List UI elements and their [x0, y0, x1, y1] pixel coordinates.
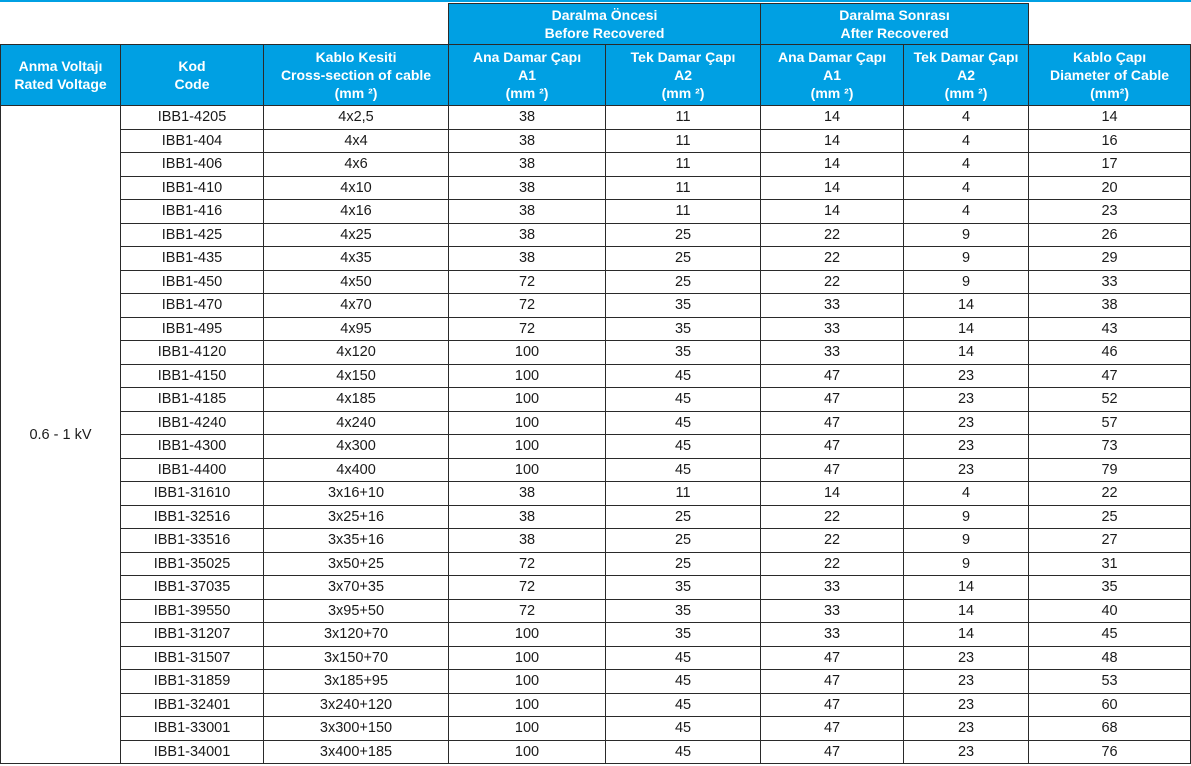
cell-cable-diameter: 14: [1029, 106, 1191, 130]
cell-after-a2: 4: [904, 153, 1029, 177]
cell-before-a2: 45: [606, 364, 761, 388]
table-row: [1, 317, 1191, 341]
col-after-a2: Tek Damar Çapı A2 (mm ²): [904, 45, 1029, 106]
cell-before-a2: 11: [606, 200, 761, 224]
cell-after-a1: 47: [761, 693, 904, 717]
cell-after-a1: 14: [761, 200, 904, 224]
cell-after-a1: 47: [761, 646, 904, 670]
table-row: [1, 388, 1191, 412]
table-row: [1, 740, 1191, 764]
cell-before-a2: 45: [606, 411, 761, 435]
cell-code: IBB1-404: [121, 129, 264, 153]
cell-after-a1: 14: [761, 129, 904, 153]
cell-after-a2: 4: [904, 176, 1029, 200]
cell-before-a1: 38: [449, 482, 606, 506]
table-row: [1, 223, 1191, 247]
cell-cross-section: 3x50+25: [264, 552, 449, 576]
cell-cable-diameter: 57: [1029, 411, 1191, 435]
cell-cable-diameter: 27: [1029, 529, 1191, 553]
col-rated-voltage: Anma Voltajı Rated Voltage: [1, 45, 121, 106]
cell-before-a2: 45: [606, 458, 761, 482]
cell-code: IBB1-406: [121, 153, 264, 177]
cell-cross-section: 4x2,5: [264, 106, 449, 130]
cell-before-a1: 38: [449, 106, 606, 130]
cell-cross-section: 4x10: [264, 176, 449, 200]
cell-before-a2: 11: [606, 176, 761, 200]
table-row: [1, 341, 1191, 365]
cell-cable-diameter: 46: [1029, 341, 1191, 365]
cell-after-a2: 9: [904, 529, 1029, 553]
cell-cable-diameter: 22: [1029, 482, 1191, 506]
cell-before-a1: 38: [449, 153, 606, 177]
cell-after-a1: 33: [761, 341, 904, 365]
cell-before-a2: 11: [606, 482, 761, 506]
cell-before-a2: 25: [606, 247, 761, 271]
cell-after-a1: 47: [761, 670, 904, 694]
header-group-after: Daralma Sonrası After Recovered: [761, 4, 1029, 45]
cell-cross-section: 3x25+16: [264, 505, 449, 529]
cell-cable-diameter: 47: [1029, 364, 1191, 388]
cell-after-a2: 9: [904, 247, 1029, 271]
cell-code: IBB1-450: [121, 270, 264, 294]
cell-after-a2: 23: [904, 435, 1029, 459]
cell-before-a1: 38: [449, 223, 606, 247]
cell-after-a2: 14: [904, 599, 1029, 623]
cell-cross-section: 4x35: [264, 247, 449, 271]
cell-before-a2: 45: [606, 717, 761, 741]
cell-before-a2: 45: [606, 388, 761, 412]
col-code: Kod Code: [121, 45, 264, 106]
cell-before-a2: 25: [606, 270, 761, 294]
cell-code: IBB1-31859: [121, 670, 264, 694]
table-row: [1, 411, 1191, 435]
cell-code: IBB1-31207: [121, 623, 264, 647]
cell-cable-diameter: 60: [1029, 693, 1191, 717]
cell-before-a2: 45: [606, 693, 761, 717]
cell-after-a2: 9: [904, 270, 1029, 294]
cell-after-a1: 22: [761, 247, 904, 271]
cell-cable-diameter: 35: [1029, 576, 1191, 600]
cell-after-a2: 23: [904, 693, 1029, 717]
cell-code: IBB1-31507: [121, 646, 264, 670]
cell-cross-section: 4x185: [264, 388, 449, 412]
cell-before-a1: 100: [449, 364, 606, 388]
cell-before-a2: 35: [606, 623, 761, 647]
cell-after-a1: 33: [761, 317, 904, 341]
cell-code: IBB1-33001: [121, 717, 264, 741]
cell-before-a2: 11: [606, 129, 761, 153]
cell-before-a1: 38: [449, 176, 606, 200]
cell-code: IBB1-39550: [121, 599, 264, 623]
cell-before-a1: 100: [449, 411, 606, 435]
cell-before-a2: 45: [606, 740, 761, 764]
cell-after-a1: 47: [761, 411, 904, 435]
cell-after-a1: 14: [761, 153, 904, 177]
cell-after-a1: 14: [761, 106, 904, 130]
cell-after-a2: 23: [904, 646, 1029, 670]
cell-code: IBB1-4300: [121, 435, 264, 459]
cell-code: IBB1-34001: [121, 740, 264, 764]
cell-cable-diameter: 38: [1029, 294, 1191, 318]
col-after-a1: Ana Damar Çapı A1 (mm ²): [761, 45, 904, 106]
table-body: [1, 106, 1191, 764]
table-row: [1, 646, 1191, 670]
table-row: [1, 529, 1191, 553]
cell-after-a1: 33: [761, 599, 904, 623]
table-row: [1, 247, 1191, 271]
cell-cross-section: 3x35+16: [264, 529, 449, 553]
cell-code: IBB1-425: [121, 223, 264, 247]
cell-after-a1: 47: [761, 458, 904, 482]
rated-voltage-cell: 0.6 - 1 kV: [1, 106, 121, 764]
cell-code: IBB1-435: [121, 247, 264, 271]
cell-after-a2: 23: [904, 364, 1029, 388]
cell-after-a2: 14: [904, 294, 1029, 318]
table-row: [1, 153, 1191, 177]
cell-code: IBB1-4400: [121, 458, 264, 482]
cell-code: IBB1-416: [121, 200, 264, 224]
cell-cable-diameter: 31: [1029, 552, 1191, 576]
cell-before-a2: 45: [606, 670, 761, 694]
table-row: [1, 435, 1191, 459]
table-row: [1, 458, 1191, 482]
cell-code: IBB1-32401: [121, 693, 264, 717]
cell-before-a1: 100: [449, 693, 606, 717]
table-row: [1, 176, 1191, 200]
cell-after-a1: 22: [761, 529, 904, 553]
cell-after-a1: 47: [761, 364, 904, 388]
cell-code: IBB1-4120: [121, 341, 264, 365]
cell-after-a1: 47: [761, 388, 904, 412]
cell-before-a1: 38: [449, 247, 606, 271]
cell-before-a1: 100: [449, 646, 606, 670]
cell-before-a1: 100: [449, 458, 606, 482]
cell-cross-section: 3x300+150: [264, 717, 449, 741]
table-row: [1, 294, 1191, 318]
cell-before-a1: 72: [449, 317, 606, 341]
cell-after-a1: 22: [761, 223, 904, 247]
cell-cross-section: 4x240: [264, 411, 449, 435]
cell-after-a1: 47: [761, 740, 904, 764]
cell-cable-diameter: 20: [1029, 176, 1191, 200]
cell-cable-diameter: 52: [1029, 388, 1191, 412]
cell-before-a1: 100: [449, 623, 606, 647]
table-row: [1, 717, 1191, 741]
cell-after-a2: 4: [904, 129, 1029, 153]
cell-cable-diameter: 73: [1029, 435, 1191, 459]
cell-after-a2: 23: [904, 717, 1029, 741]
cell-cable-diameter: 53: [1029, 670, 1191, 694]
cell-cable-diameter: 23: [1029, 200, 1191, 224]
cell-before-a1: 38: [449, 200, 606, 224]
table-row: [1, 670, 1191, 694]
table-row: [1, 106, 1191, 130]
cell-cable-diameter: 25: [1029, 505, 1191, 529]
cell-code: IBB1-35025: [121, 552, 264, 576]
cell-before-a1: 100: [449, 341, 606, 365]
table-row: [1, 482, 1191, 506]
header-blank-right: [1029, 4, 1191, 45]
cell-cross-section: 4x4: [264, 129, 449, 153]
cell-after-a1: 14: [761, 482, 904, 506]
table-row: [1, 576, 1191, 600]
cell-code: IBB1-4150: [121, 364, 264, 388]
cell-before-a2: 11: [606, 106, 761, 130]
col-cable-diameter: Kablo Çapı Diameter of Cable (mm²): [1029, 45, 1191, 106]
cell-after-a2: 23: [904, 740, 1029, 764]
cell-before-a1: 72: [449, 576, 606, 600]
cell-cross-section: 4x400: [264, 458, 449, 482]
cell-before-a2: 35: [606, 294, 761, 318]
table-row: [1, 200, 1191, 224]
cell-cable-diameter: 33: [1029, 270, 1191, 294]
col-before-a2: Tek Damar Çapı A2 (mm ²): [606, 45, 761, 106]
cell-cable-diameter: 48: [1029, 646, 1191, 670]
cell-code: IBB1-4240: [121, 411, 264, 435]
cell-cross-section: 4x120: [264, 341, 449, 365]
cell-cable-diameter: 40: [1029, 599, 1191, 623]
cell-after-a2: 14: [904, 623, 1029, 647]
cell-before-a2: 45: [606, 646, 761, 670]
cell-cable-diameter: 79: [1029, 458, 1191, 482]
cell-before-a1: 100: [449, 435, 606, 459]
header-group-before: Daralma Öncesi Before Recovered: [449, 4, 761, 45]
cell-cable-diameter: 29: [1029, 247, 1191, 271]
table-row: [1, 693, 1191, 717]
cell-before-a1: 72: [449, 294, 606, 318]
cell-before-a2: 35: [606, 341, 761, 365]
cell-after-a2: 23: [904, 458, 1029, 482]
cell-after-a1: 47: [761, 435, 904, 459]
cell-code: IBB1-33516: [121, 529, 264, 553]
cell-cross-section: 4x25: [264, 223, 449, 247]
cell-code: IBB1-37035: [121, 576, 264, 600]
cell-after-a1: 33: [761, 576, 904, 600]
cell-code: IBB1-410: [121, 176, 264, 200]
cell-cross-section: 3x16+10: [264, 482, 449, 506]
cell-cross-section: 3x400+185: [264, 740, 449, 764]
cell-before-a2: 35: [606, 317, 761, 341]
cell-before-a1: 100: [449, 717, 606, 741]
cell-after-a1: 14: [761, 176, 904, 200]
cell-cross-section: 4x300: [264, 435, 449, 459]
col-before-a1: Ana Damar Çapı A1 (mm ²): [449, 45, 606, 106]
cell-cable-diameter: 45: [1029, 623, 1191, 647]
cell-cross-section: 4x16: [264, 200, 449, 224]
top-accent-line: [0, 0, 1191, 2]
cell-after-a2: 4: [904, 106, 1029, 130]
table-row: [1, 505, 1191, 529]
cell-code: IBB1-470: [121, 294, 264, 318]
cell-code: IBB1-4205: [121, 106, 264, 130]
cell-cross-section: 3x70+35: [264, 576, 449, 600]
cell-after-a2: 4: [904, 482, 1029, 506]
cell-code: IBB1-32516: [121, 505, 264, 529]
cell-before-a2: 25: [606, 529, 761, 553]
cell-cable-diameter: 26: [1029, 223, 1191, 247]
cell-code: IBB1-4185: [121, 388, 264, 412]
cell-before-a2: 25: [606, 505, 761, 529]
cell-before-a1: 100: [449, 388, 606, 412]
cell-after-a2: 9: [904, 223, 1029, 247]
cell-cable-diameter: 76: [1029, 740, 1191, 764]
cell-cross-section: 3x185+95: [264, 670, 449, 694]
cell-code: IBB1-31610: [121, 482, 264, 506]
header-blank-left: [1, 4, 449, 45]
col-cross-section: Kablo Kesiti Cross-section of cable (mm ²): [264, 45, 449, 106]
cell-cross-section: 3x120+70: [264, 623, 449, 647]
cell-cross-section: 4x6: [264, 153, 449, 177]
cell-cross-section: 3x240+120: [264, 693, 449, 717]
cell-before-a2: 25: [606, 552, 761, 576]
cell-after-a2: 9: [904, 505, 1029, 529]
cell-cross-section: 4x70: [264, 294, 449, 318]
cell-after-a1: 22: [761, 552, 904, 576]
cell-cable-diameter: 17: [1029, 153, 1191, 177]
cell-after-a1: 47: [761, 717, 904, 741]
cell-after-a1: 22: [761, 270, 904, 294]
cell-code: IBB1-495: [121, 317, 264, 341]
table-row: [1, 129, 1191, 153]
table-row: [1, 623, 1191, 647]
cell-after-a2: 14: [904, 317, 1029, 341]
cell-cross-section: 3x95+50: [264, 599, 449, 623]
table-row: [1, 270, 1191, 294]
table-row: [1, 552, 1191, 576]
cell-before-a2: 35: [606, 576, 761, 600]
cell-before-a1: 38: [449, 505, 606, 529]
cell-cable-diameter: 16: [1029, 129, 1191, 153]
cell-after-a2: 23: [904, 411, 1029, 435]
cell-after-a1: 22: [761, 505, 904, 529]
cell-before-a1: 100: [449, 670, 606, 694]
cable-spec-table: [0, 3, 1191, 764]
cell-before-a1: 38: [449, 529, 606, 553]
cell-after-a2: 14: [904, 341, 1029, 365]
cell-cross-section: 3x150+70: [264, 646, 449, 670]
cell-cross-section: 4x95: [264, 317, 449, 341]
cell-after-a2: 23: [904, 388, 1029, 412]
table-row: [1, 364, 1191, 388]
cell-after-a2: 14: [904, 576, 1029, 600]
cell-cross-section: 4x50: [264, 270, 449, 294]
cell-before-a1: 72: [449, 552, 606, 576]
cell-before-a1: 72: [449, 270, 606, 294]
table-row: [1, 599, 1191, 623]
cell-after-a1: 33: [761, 623, 904, 647]
cell-before-a1: 72: [449, 599, 606, 623]
cell-before-a2: 11: [606, 153, 761, 177]
cell-before-a1: 38: [449, 129, 606, 153]
cell-before-a2: 35: [606, 599, 761, 623]
cell-after-a2: 9: [904, 552, 1029, 576]
cell-after-a2: 4: [904, 200, 1029, 224]
cell-cross-section: 4x150: [264, 364, 449, 388]
cell-before-a1: 100: [449, 740, 606, 764]
cell-cable-diameter: 43: [1029, 317, 1191, 341]
cell-after-a2: 23: [904, 670, 1029, 694]
cell-after-a1: 33: [761, 294, 904, 318]
cell-cable-diameter: 68: [1029, 717, 1191, 741]
cell-before-a2: 25: [606, 223, 761, 247]
cell-before-a2: 45: [606, 435, 761, 459]
